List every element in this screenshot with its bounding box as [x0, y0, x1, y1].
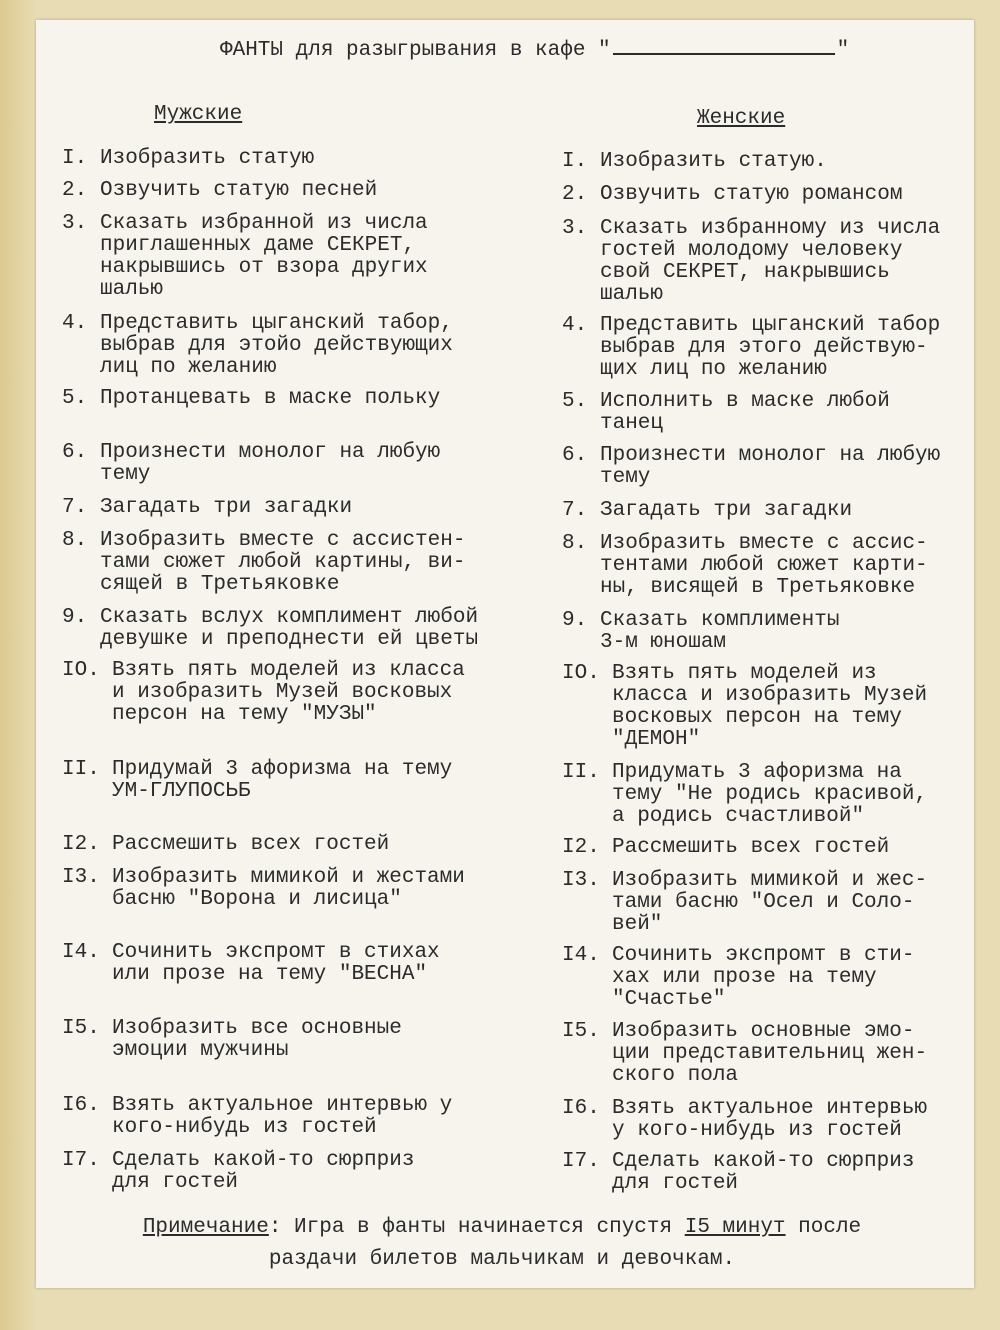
item-number: 6.	[62, 441, 88, 464]
item-text: Рассмешить всех гостей	[112, 833, 390, 856]
female-column-heading: Женские	[697, 107, 786, 130]
item-text: Представить цыганский табор, выбрав для этойо действующих лиц по желанию	[100, 312, 453, 379]
item-number: I.	[562, 150, 588, 173]
item-text: Изобразить вместе с ассистен- тами сюжет любой картины, ви- сящей в Третьяковке	[100, 529, 466, 596]
item-text: Изобразить вместе с ассис- тентами любой сюжет карти- ны, висящей в Третьяковке	[600, 532, 928, 599]
female-item	[562, 762, 927, 828]
female-item	[562, 663, 927, 751]
note-minutes: I5 минут	[684, 1216, 786, 1239]
female-item	[562, 945, 914, 1011]
item-text: Взять актуальное интервью у кого-нибудь из гостей	[612, 1097, 928, 1142]
item-text: Загадать три загадки	[600, 499, 853, 522]
item-text: Взять пять моделей из класса и изобразить Музей восковых персон на тему "ДЕМОН"	[612, 662, 928, 751]
item-number: I4.	[562, 944, 600, 967]
male-column-heading: Мужские	[154, 103, 243, 126]
female-item	[562, 1098, 927, 1142]
item-number: I2.	[562, 836, 600, 859]
item-number: I6.	[562, 1097, 600, 1120]
note-label: Примечание	[142, 1216, 269, 1239]
title-prefix: ФАНТЫ для разыгрывания в кафе "	[220, 39, 611, 62]
item-number: 6.	[562, 444, 588, 467]
item-number: 4.	[62, 312, 88, 335]
male-item	[62, 148, 314, 170]
item-number: II.	[562, 761, 600, 784]
female-item	[562, 837, 889, 859]
item-text: Рассмешить всех гостей	[612, 836, 890, 859]
item-text: Сочинить экспромт в стихах или прозе на тему "ВЕСНА"	[112, 941, 440, 986]
item-text: Изобразить все основные эмоции мужчины	[112, 1017, 402, 1062]
item-text: Сделать какой-то сюрприз для гостей	[612, 1150, 915, 1195]
note-text-2: после	[785, 1216, 862, 1239]
item-number: I7.	[62, 1149, 100, 1172]
item-number: 3.	[562, 217, 588, 240]
item-number: 2.	[62, 179, 88, 202]
item-text: Сказать избранной из числа приглашенных даме СЕКРЕТ, накрывшись от взора других шалью	[100, 212, 428, 301]
item-text: Произнести монолог на любую тему	[600, 444, 941, 489]
title-suffix: "	[836, 39, 850, 62]
page-edge	[0, 0, 36, 1330]
male-item	[62, 530, 465, 596]
footnote	[112, 1212, 892, 1276]
male-item	[62, 213, 428, 301]
item-number: I2.	[62, 833, 100, 856]
item-number: I5.	[562, 1020, 600, 1043]
item-number: 5.	[562, 390, 588, 413]
male-item	[62, 660, 465, 726]
female-item	[562, 151, 827, 173]
male-item	[62, 497, 352, 519]
male-item	[62, 607, 478, 651]
item-number: I3.	[62, 866, 100, 889]
female-item	[562, 533, 928, 599]
male-item	[62, 180, 377, 202]
item-number: II.	[62, 758, 100, 781]
female-item	[562, 184, 902, 206]
item-text: Взять актуальное интервью у кого-нибудь из гостей	[112, 1094, 453, 1139]
female-item	[562, 315, 940, 381]
male-item	[62, 1095, 452, 1139]
item-text: Изобразить статую.	[600, 150, 827, 173]
item-number: 8.	[62, 529, 88, 552]
item-number: I4.	[62, 941, 100, 964]
item-number: 5.	[62, 387, 88, 410]
male-item	[62, 442, 440, 486]
item-number: 7.	[62, 496, 88, 519]
female-item	[562, 870, 927, 936]
item-text: Озвучить статую романсом	[600, 183, 903, 206]
item-text: Изобразить основные эмо- ции представительниц жен- ского пола	[612, 1020, 928, 1087]
item-text: Сочинить экспромт в сти- хах или прозе на тему "Счастье"	[612, 944, 915, 1011]
item-text: Изобразить мимикой и жестами басню "Ворона и лисица"	[112, 866, 465, 911]
item-text: Протанцевать в маске польку	[100, 387, 441, 410]
item-number: 9.	[62, 606, 88, 629]
item-number: 2.	[562, 183, 588, 206]
male-item	[62, 1150, 414, 1194]
item-number: 9.	[562, 609, 588, 632]
item-number: 3.	[62, 212, 88, 235]
item-text: Произнести монолог на любую тему	[100, 441, 441, 486]
item-text: Озвучить статую песней	[100, 179, 378, 202]
male-item	[62, 313, 453, 379]
male-item	[62, 867, 465, 911]
male-item	[62, 388, 440, 410]
male-item	[62, 759, 452, 803]
item-number: I3.	[562, 869, 600, 892]
item-text: Изобразить мимикой и жес- тами басню "Осел и Соло- вей"	[612, 869, 928, 936]
item-number: I5.	[62, 1017, 100, 1040]
male-item	[62, 834, 389, 856]
item-text: Представить цыганский табор выбрав для этого действую- щих лиц по желанию	[600, 314, 941, 381]
item-text: Загадать три загадки	[100, 496, 353, 519]
female-item	[562, 445, 940, 489]
female-item	[562, 391, 890, 435]
female-item	[562, 610, 839, 654]
item-number: IO.	[62, 659, 100, 682]
item-number: I6.	[62, 1094, 100, 1117]
female-item	[562, 1151, 914, 1195]
title-blank-line	[613, 37, 835, 55]
item-text: Сказать вслух комплимент любой девушке и преподнести ей цветы	[100, 606, 479, 651]
female-item	[562, 218, 940, 306]
item-text: Придумай 3 афоризма на тему УМ-ГЛУПОСЬБ	[112, 758, 453, 803]
item-number: I7.	[562, 1150, 600, 1173]
item-text: Сказать избранному из числа гостей молодому человеку свой СЕКРЕТ, накрывшись шалью	[600, 217, 941, 306]
item-number: 4.	[562, 314, 588, 337]
page-title	[220, 37, 849, 62]
item-number: 7.	[562, 499, 588, 522]
note-text-1: : Игра в фанты начинается спустя	[268, 1216, 685, 1239]
female-item	[562, 500, 852, 522]
item-number: 8.	[562, 532, 588, 555]
item-text: Взять пять моделей из класса и изобразить Музей восковых персон на тему "МУЗЫ"	[112, 659, 465, 726]
item-number: IO.	[562, 662, 600, 685]
male-item	[62, 1018, 402, 1062]
item-text: Исполнить в маске любой танец	[600, 390, 890, 435]
item-text: Изобразить статую	[100, 147, 315, 170]
note-line-2: раздачи билетов мальчикам и девочкам.	[268, 1248, 736, 1271]
item-text: Сделать какой-то сюрприз для гостей	[112, 1149, 415, 1194]
female-item	[562, 1021, 927, 1087]
item-text: Сказать комплименты 3-м юношам	[600, 609, 840, 654]
item-number: I.	[62, 147, 88, 170]
item-text: Придумать 3 афоризма на тему "Не родись красивой, а родись счастливой"	[612, 761, 928, 828]
male-item	[62, 942, 440, 986]
